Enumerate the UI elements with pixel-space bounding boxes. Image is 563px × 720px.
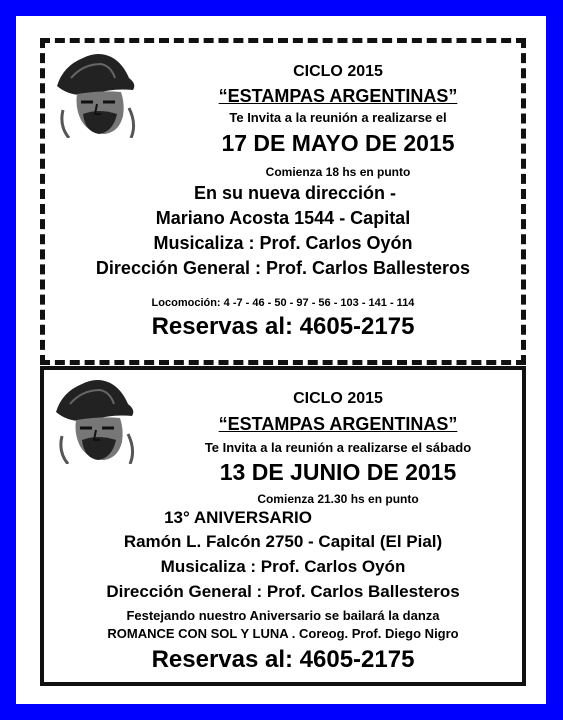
event-date: 17 DE MAYO DE 2015 [221, 130, 455, 156]
man-in-hat-portrait [53, 48, 139, 138]
address: Ramón L. Falcón 2750 - Capital (El Pial) [123, 532, 443, 551]
invite-text: Te Invita a la reunión a realizarse el [229, 110, 447, 125]
reservations: Reservas al: 4605-2175 [151, 646, 415, 673]
start-time: Comienza 18 hs en punto [265, 165, 411, 179]
event-date: 13 DE JUNIO DE 2015 [219, 459, 457, 485]
event-title: “ESTAMPAS ARGENTINAS” [218, 86, 458, 106]
flyer-sheet [16, 16, 546, 704]
bus-lines: Locomoción: 4 -7 - 46 - 50 - 97 - 56 - 103 - 141 - 114 [151, 297, 415, 309]
flyer-card-may [40, 38, 526, 365]
general-direction: Dirección General : Prof. Carlos Ballesteros [95, 258, 471, 278]
dj-credit: Musicaliza : Prof. Carlos Oyón [160, 557, 406, 576]
dj-credit: Musicaliza : Prof. Carlos Oyón [153, 233, 413, 253]
flyer-card-june [40, 366, 526, 686]
general-direction: Dirección General : Prof. Carlos Ballesteros [106, 582, 460, 601]
cycle-label: CICLO 2015 [293, 390, 383, 407]
address: Mariano Acosta 1544 - Capital [155, 208, 411, 228]
anniversary: 13° ANIVERSARIO [164, 508, 312, 527]
event-title: “ESTAMPAS ARGENTINAS” [218, 414, 458, 434]
cycle-label: CICLO 2015 [293, 63, 383, 80]
start-time: Comienza 21.30 hs en punto [257, 492, 419, 506]
invite-text: Te Invita a la reunión a realizarse el sábado [204, 440, 472, 455]
address-intro: En su nueva dirección - [193, 183, 397, 203]
dance-credit: ROMANCE CON SOL Y LUNA . Coreog. Prof. Diego Nigro [107, 626, 459, 641]
reservations: Reservas al: 4605-2175 [151, 313, 415, 340]
man-in-hat-portrait [52, 374, 138, 464]
celebration-text: Festejando nuestro Aniversario se bailará la danza [126, 608, 440, 623]
